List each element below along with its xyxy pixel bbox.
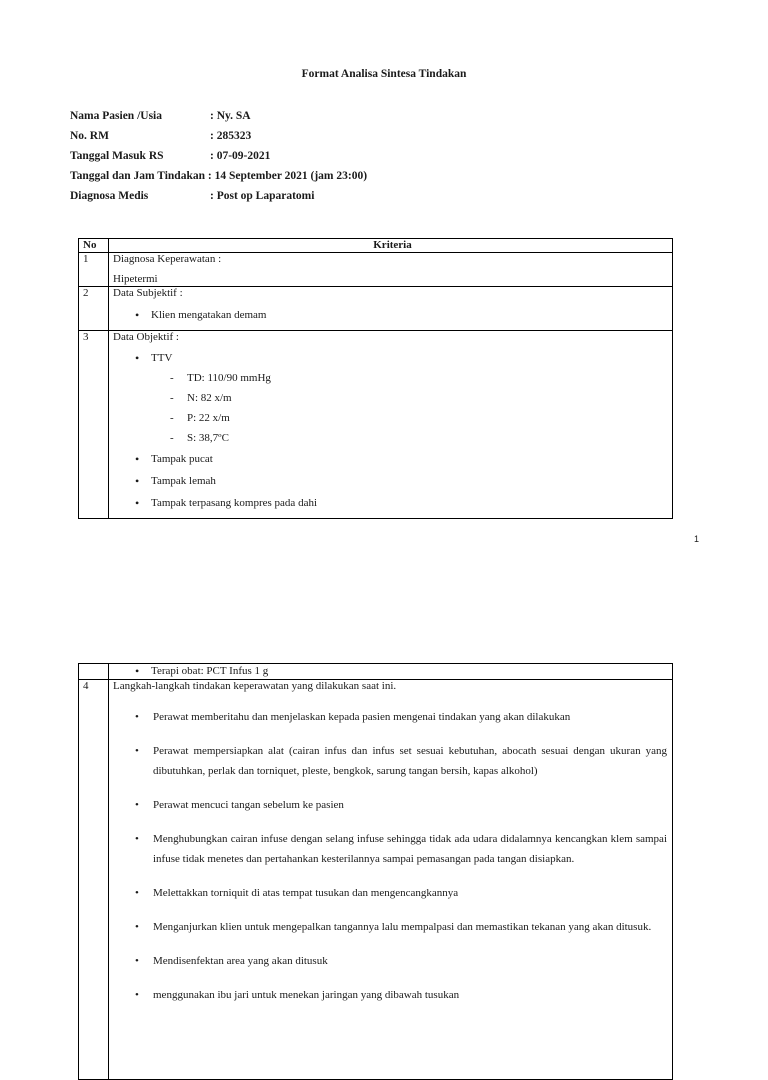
diagnosis-value: : Post op Laparatomi: [210, 190, 315, 202]
vital-text: N: 82 x/m: [187, 392, 232, 404]
vital-text: P: 22 x/m: [187, 412, 230, 424]
admit-label: Tanggal Masuk RS: [70, 150, 164, 162]
row2-no: 2: [79, 287, 109, 331]
item-text: Tampak terpasang kompres pada dahi: [151, 497, 318, 509]
ttv-text: TTV: [151, 352, 173, 364]
step-text: menggunakan ibu jari untuk menekan jaringan yang dibawah tusukan: [153, 989, 460, 1001]
bullet-icon: •: [135, 308, 140, 322]
bullet-icon: •: [135, 989, 139, 1001]
vital-item: [113, 392, 672, 405]
row3-heading: Data Objektif :: [113, 331, 179, 343]
step-item: [113, 707, 672, 727]
row1-cell: [109, 253, 673, 287]
dash-icon: -: [170, 372, 174, 384]
step-text: Mendisenfektan area yang akan ditusuk: [153, 955, 328, 967]
bullet-icon: •: [135, 711, 139, 723]
continuation-cell: [109, 664, 673, 680]
dash-icon: -: [170, 412, 174, 424]
bullet-icon: •: [135, 474, 140, 488]
step-item: [113, 917, 672, 937]
row2-item: [113, 308, 672, 322]
item-text: Tampak lemah: [151, 475, 216, 487]
step-text: Menganjurkan klien untuk mengepalkan tangannya lalu mempalpasi dan memastikan tekanan yang akan ditusuk.: [153, 921, 652, 933]
page-number: 1: [694, 534, 700, 544]
dash-icon: -: [170, 392, 174, 404]
row2-item-text: Klien mengatakan demam: [151, 309, 267, 321]
step-item: [113, 985, 672, 1005]
step-item: [113, 741, 672, 781]
ttv-item: [113, 351, 672, 365]
bullet-icon: •: [135, 921, 139, 933]
vital-item: [113, 432, 672, 445]
patient-name-value: : Ny. SA: [210, 110, 251, 122]
step-item: [113, 883, 672, 903]
step-text: Perawat memberitahu dan menjelaskan kepada pasien mengenai tindakan yang akan dilakukan: [153, 711, 571, 723]
criteria-table: [78, 238, 673, 519]
patient-name-label: Nama Pasien /Usia: [70, 110, 162, 122]
row1-text: Hipetermi: [113, 273, 158, 285]
document-title: Format Analisa Sintesa Tindakan: [301, 68, 467, 80]
row2-heading: Data Subjektif :: [113, 287, 183, 299]
row1-heading: Diagnosa Keperawatan :: [113, 253, 222, 265]
col-criteria-header: Kriteria: [109, 239, 673, 253]
step-item: [113, 795, 672, 815]
row2-cell: [109, 287, 673, 331]
item-text: Terapi obat: PCT Infus 1 g: [151, 665, 269, 677]
bullet-icon: •: [135, 745, 139, 757]
bullet-icon: •: [135, 955, 139, 967]
bullet-icon: •: [135, 887, 139, 899]
list-item: [113, 496, 672, 510]
vital-item: [113, 372, 672, 385]
rm-value: : 285323: [210, 130, 252, 142]
row4-cell: [109, 680, 673, 1080]
bullet-icon: •: [135, 799, 139, 811]
vital-text: TD: 110/90 mmHg: [187, 372, 271, 384]
vital-item: [113, 412, 672, 425]
continuation-no: [79, 664, 109, 680]
bullet-icon: •: [135, 452, 140, 466]
rm-label: No. RM: [70, 130, 109, 142]
bullet-icon: •: [135, 351, 140, 365]
row4-no: 4: [79, 680, 109, 1080]
bullet-icon: •: [135, 664, 140, 678]
action-date-text: Tanggal dan Jam Tindakan : 14 September 2021 (jam 23:00): [70, 170, 368, 182]
step-text: Melettakkan torniquit di atas tempat tusukan dan mengencangkannya: [153, 887, 459, 899]
list-item: [113, 664, 672, 678]
row1-no: 1: [79, 253, 109, 287]
dash-icon: -: [170, 432, 174, 444]
step-item: [113, 951, 672, 971]
step-text: Perawat mempersiapkan alat (cairan infus dan infus set sesuai kebutuhan, abocath sesuai dengan ukuran yang dibutuhkan, perlak dan torniquet, pleste, bengkok, sarung tangan bersih, kapas alkohol): [153, 745, 667, 777]
item-text: Tampak pucat: [151, 453, 213, 465]
step-text: Menghubungkan cairan infuse dengan selang infuse sehingga tidak ada udara didalamnya kencangkan klem sampai infuse tidak menetes dan pertahankan kesterilannya sampai pemasangan pada tangan disiapkan.: [153, 833, 667, 865]
row3-no: 3: [79, 331, 109, 519]
bullet-icon: •: [135, 496, 140, 510]
diagnosis-label: Diagnosa Medis: [70, 190, 149, 202]
col-no-header: No: [79, 239, 109, 253]
list-item: [113, 474, 672, 488]
row3-cell: [109, 331, 673, 519]
admit-value: : 07-09-2021: [210, 150, 271, 162]
bullet-icon: •: [135, 833, 139, 845]
step-text: Perawat mencuci tangan sebelum ke pasien: [153, 799, 344, 811]
row4-heading: Langkah-langkah tindakan keperawatan yang dilakukan saat ini.: [113, 680, 397, 692]
actions-table: [78, 663, 673, 1080]
list-item: [113, 452, 672, 466]
vital-text: S: 38,7ºC: [187, 432, 229, 444]
step-item: [113, 829, 672, 869]
